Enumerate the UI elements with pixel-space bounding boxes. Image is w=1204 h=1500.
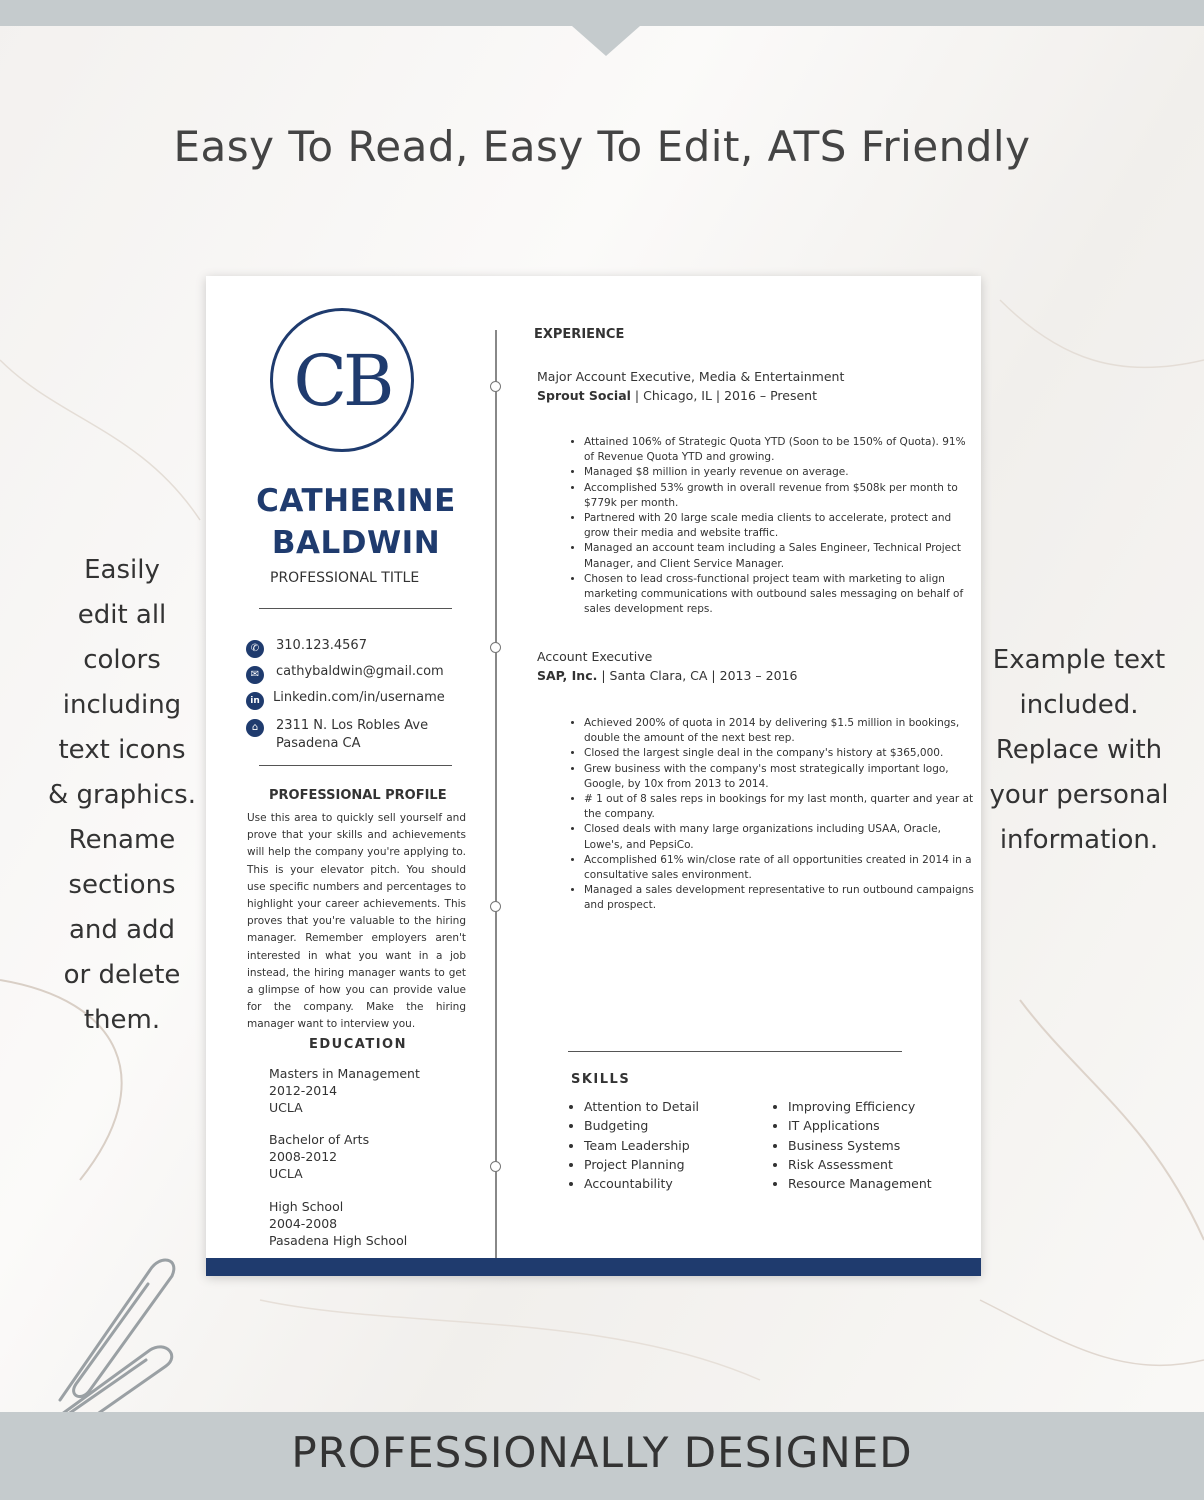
note-line: information. bbox=[999, 825, 1159, 855]
skill-item: • Improving Efficiency bbox=[788, 1097, 932, 1116]
bullet-item: • Closed deals with many large organizations including USAA, Oracle, Lowe's, and PepsiCo. bbox=[584, 822, 974, 852]
email-address[interactable]: cathybaldwin@gmail.com bbox=[276, 664, 444, 679]
timeline-line bbox=[495, 330, 497, 1258]
profile-heading: PROFESSIONAL PROFILE bbox=[269, 788, 447, 803]
note-line: Example text bbox=[992, 645, 1166, 675]
left-feature-note bbox=[40, 548, 204, 1043]
job-details: | Chicago, IL | 2016 – Present bbox=[630, 388, 817, 403]
job-title: Account Executive bbox=[537, 649, 653, 664]
divider bbox=[259, 608, 452, 609]
note-line: & graphics. bbox=[48, 780, 196, 810]
note-line: and add bbox=[68, 915, 176, 945]
first-name: CATHERINE bbox=[256, 483, 456, 519]
skills-heading: SKILLS bbox=[571, 1072, 631, 1087]
school: UCLA bbox=[269, 1166, 303, 1181]
note-line: them. bbox=[83, 1005, 161, 1035]
timeline-node bbox=[490, 1161, 501, 1172]
job-details: | Santa Clara, CA | 2013 – 2016 bbox=[597, 668, 798, 683]
skill-item: • IT Applications bbox=[788, 1116, 932, 1135]
note-line: included. bbox=[1019, 690, 1139, 720]
degree: Bachelor of Arts bbox=[269, 1132, 370, 1147]
skills-list-right bbox=[770, 1097, 932, 1193]
bullet-item: • Managed $8 million in yearly revenue on average. bbox=[584, 465, 974, 480]
note-line: sections bbox=[68, 870, 176, 900]
job-company-line bbox=[537, 388, 817, 403]
school: Pasadena High School bbox=[269, 1233, 408, 1248]
job-company-line bbox=[537, 668, 797, 683]
home-icon: ⌂ bbox=[246, 719, 264, 737]
education-entry bbox=[269, 1131, 369, 1182]
bullet-item: • # 1 out of 8 sales reps in bookings for my last month, quarter and year at the company. bbox=[584, 792, 974, 822]
paperclip-icon bbox=[20, 1240, 190, 1440]
skill-item: • Resource Management bbox=[788, 1174, 932, 1193]
linkedin-icon: in bbox=[246, 692, 264, 710]
skill-item: • Business Systems bbox=[788, 1136, 932, 1155]
right-feature-note bbox=[978, 638, 1180, 863]
company-name: SAP, Inc. bbox=[537, 668, 598, 683]
candidate-name bbox=[236, 480, 476, 564]
company-name: Sprout Social bbox=[537, 388, 631, 403]
address-line-2: Pasadena CA bbox=[276, 736, 361, 751]
bullet-item: • Managed an account team including a Sales Engineer, Technical Project Manager, and Client Service Manager. bbox=[584, 541, 974, 571]
years: 2004-2008 bbox=[269, 1216, 338, 1231]
bullet-item: • Managed a sales development representative to run outbound campaigns and prospect. bbox=[584, 883, 974, 913]
resume-page bbox=[206, 276, 981, 1276]
note-line: Rename bbox=[68, 825, 176, 855]
note-line: edit all bbox=[77, 600, 167, 630]
timeline-node bbox=[490, 642, 501, 653]
years: 2008-2012 bbox=[269, 1149, 338, 1164]
note-line: text icons bbox=[58, 735, 186, 765]
bullet-item: • Partnered with 20 large scale media clients to accelerate, protect and grow their media and website traffic. bbox=[584, 511, 974, 541]
chevron-down-icon bbox=[572, 26, 640, 56]
note-line: Replace with bbox=[995, 735, 1163, 765]
monogram-logo: CB bbox=[270, 308, 414, 452]
job-bullets bbox=[566, 716, 974, 914]
skill-item: • Accountability bbox=[584, 1174, 699, 1193]
skill-item: • Risk Assessment bbox=[788, 1155, 932, 1174]
profile-text: Use this area to quickly sell yourself and prove that your skills and achievements will help the company you're applying to. This is your elevator pitch. You should use specific numbers and percentages to highlight your career achievements. This proves that you're valuable to the hiring manager. Remember employers aren't interested in what you want in a job instead, the hiring manager wants to get a glimpse of how you can provide value for the company. Make the hiring manager want to interview you. bbox=[247, 812, 466, 1031]
job-bullets bbox=[566, 435, 974, 617]
skill-item: • Project Planning bbox=[584, 1155, 699, 1174]
bullet-item: • Closed the largest single deal in the company's history at $365,000. bbox=[584, 746, 974, 761]
note-line: including bbox=[62, 690, 182, 720]
skills-list-left bbox=[566, 1097, 699, 1193]
phone-number[interactable]: 310.123.4567 bbox=[276, 638, 367, 653]
address-line-1: 2311 N. Los Robles Ave bbox=[276, 718, 429, 733]
top-banner bbox=[0, 0, 1204, 26]
note-line: or delete bbox=[63, 960, 181, 990]
phone-icon: ✆ bbox=[246, 640, 264, 658]
note-line: your personal bbox=[989, 780, 1169, 810]
school: UCLA bbox=[269, 1100, 303, 1115]
skill-item: • Budgeting bbox=[584, 1116, 699, 1135]
education-entry bbox=[269, 1065, 420, 1116]
linkedin-url[interactable]: Linkedin.com/in/username bbox=[273, 690, 445, 705]
education-entry bbox=[269, 1198, 407, 1249]
note-line: colors bbox=[83, 645, 161, 675]
degree: Masters in Management bbox=[269, 1066, 420, 1081]
timeline-node bbox=[490, 381, 501, 392]
page-headline: Easy To Read, Easy To Edit, ATS Friendly bbox=[173, 122, 1031, 171]
email-icon: ✉ bbox=[246, 666, 264, 684]
last-name: BALDWIN bbox=[271, 525, 441, 561]
accent-footer-bar bbox=[206, 1258, 981, 1276]
skill-item: • Attention to Detail bbox=[584, 1097, 699, 1116]
bullet-item: • Attained 106% of Strategic Quota YTD (Soon to be 150% of Quota). 91% of Revenue Quota YTD and growing. bbox=[584, 435, 974, 465]
years: 2012-2014 bbox=[269, 1083, 338, 1098]
divider bbox=[568, 1051, 902, 1052]
degree: High School bbox=[269, 1199, 344, 1214]
bullet-item: • Accomplished 53% growth in overall revenue from $508k per month to $779k per month. bbox=[584, 481, 974, 511]
divider bbox=[259, 765, 452, 766]
footer-tagline: PROFESSIONALLY DESIGNED bbox=[291, 1428, 913, 1477]
professional-title: PROFESSIONAL TITLE bbox=[270, 570, 420, 586]
bullet-item: • Accomplished 61% win/close rate of all opportunities created in 2014 in a consultative sales environment. bbox=[584, 853, 974, 883]
bullet-item: • Grew business with the company's most strategically important logo, Google, by 10x from 2013 to 2014. bbox=[584, 762, 974, 792]
note-line: Easily bbox=[84, 555, 160, 585]
job-title: Major Account Executive, Media & Entertainment bbox=[537, 369, 845, 384]
bullet-item: • Achieved 200% of quota in 2014 by delivering $1.5 million in bookings, double the amount of the next best rep. bbox=[584, 716, 974, 746]
bullet-item: • Chosen to lead cross-functional project team with marketing to align marketing communications with outbound sales messaging on behalf of sales development reps. bbox=[584, 572, 974, 618]
timeline-node bbox=[490, 901, 501, 912]
skill-item: • Team Leadership bbox=[584, 1136, 699, 1155]
education-heading: EDUCATION bbox=[309, 1037, 407, 1052]
experience-heading: EXPERIENCE bbox=[534, 327, 625, 342]
